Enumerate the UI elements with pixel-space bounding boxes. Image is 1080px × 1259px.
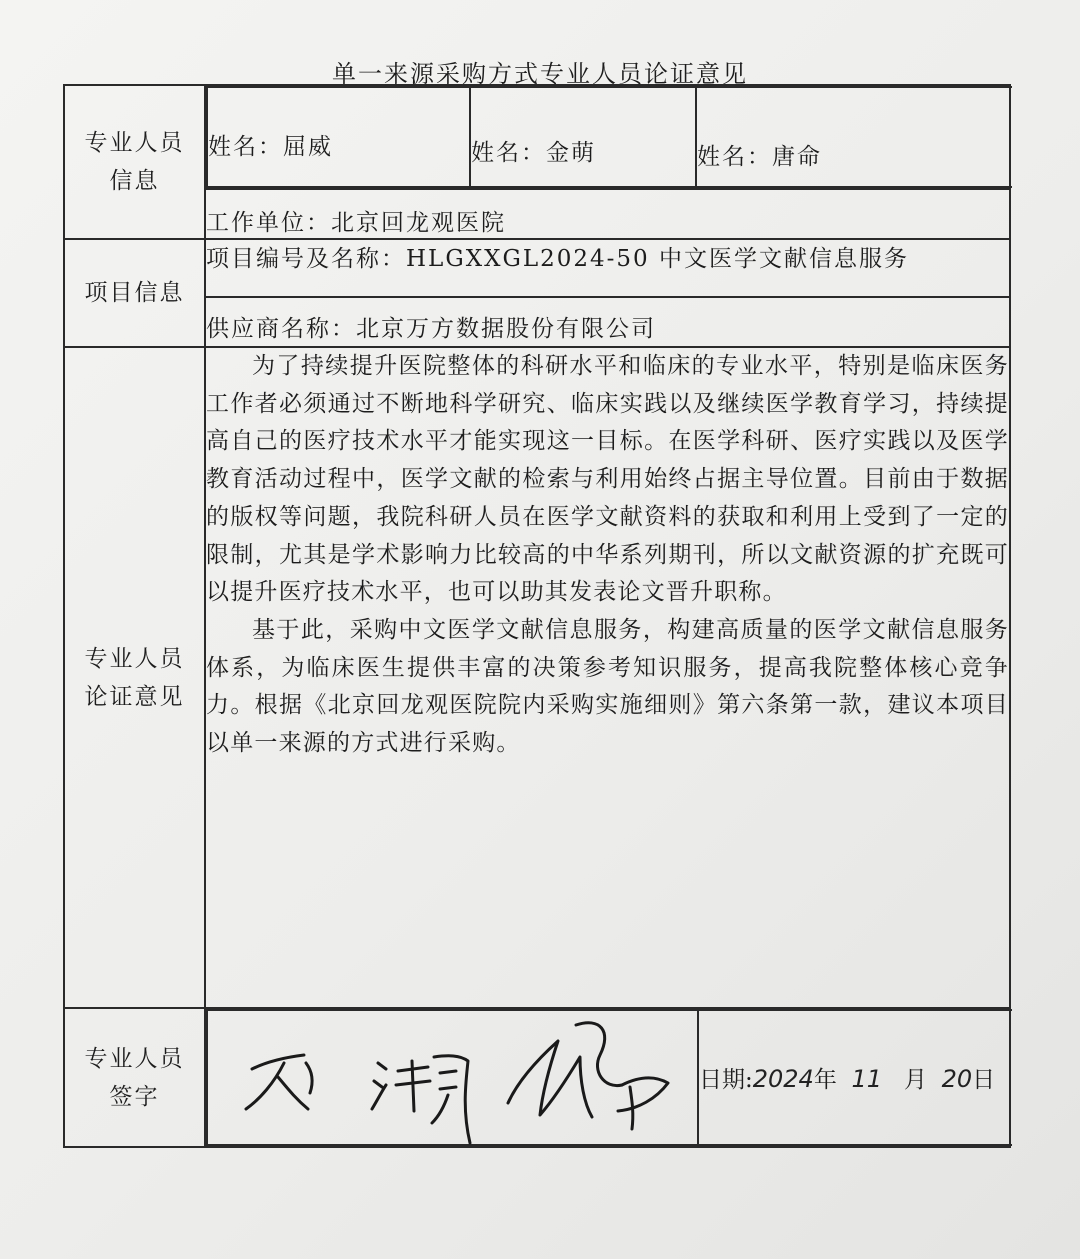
opinion-label: 专业人员 论证意见 xyxy=(64,347,205,1008)
supplier-cell: 供应商名称：北京万方数据股份有限公司 xyxy=(205,297,1010,347)
opinion-row xyxy=(64,347,1010,1008)
date-day: 20 xyxy=(941,1065,973,1093)
opinion-paragraph-2: 基于此，采购中文医学文献信息服务，构建高质量的医学文献信息服务体系，为临床医生提供丰富的决策参考知识服务，提高我院整体核心竞争力。根据《北京回龙观医院院内采购实施细则》第六条第一款，建议本项目以单一来源的方式进行采购。 xyxy=(206,616,1009,757)
signature-label: 专业人员 签字 xyxy=(64,1008,205,1147)
handwritten-signatures xyxy=(207,1010,698,1145)
work-unit-cell: 工作单位：北京回龙观医院 xyxy=(205,189,1010,239)
opinion-text-cell xyxy=(205,347,1010,1008)
supplier-row xyxy=(64,297,1010,347)
signature-grid xyxy=(206,1009,1012,1146)
name-field-1: 姓名：屈威 xyxy=(207,87,470,187)
name-field-2: 姓名：金萌 xyxy=(470,87,696,187)
signature-row xyxy=(64,1008,1010,1147)
date-month: 11 xyxy=(851,1065,882,1093)
name-field-3: 姓名：唐命 xyxy=(696,87,1012,187)
date-field: 日期:2024年 11 月 20日 xyxy=(698,1010,1012,1145)
argument-form-table xyxy=(63,84,1011,1148)
names-grid xyxy=(206,86,1012,188)
document-title: 单一来源采购方式专业人员论证意见 xyxy=(332,60,748,88)
project-code-cell: 项目编号及名称：HLGXXGL2024-50 中文医学文献信息服务 xyxy=(205,239,1010,297)
opinion-paragraph-1: 为了持续提升医院整体的科研水平和临床的专业水平，特别是临床医务工作者必须通过不断地科学研究、临床实践以及继续医学教育学习，持续提高自己的医疗技术水平才能实现这一目标。在医学科研、医疗实践以及医学教育活动过程中，医学文献的检索与利用始终占据主导位置。目前由于数据的版权等问题，我院科研人员在医学文献资料的获取和利用上受到了一定的限制，尤其是学术影响力比较高的中华系列期刊，所以文献资源的扩充既可以提升医疗技术水平，也可以助其发表论文晋升职称。 xyxy=(206,353,1009,606)
date-year: 2024 xyxy=(752,1065,814,1093)
signatures-drawing xyxy=(208,1011,699,1148)
project-info-label: 项目信息 xyxy=(64,239,205,347)
personnel-info-label: 专业人员 信息 xyxy=(64,85,205,239)
project-code-row xyxy=(64,239,1010,297)
personnel-names-cell xyxy=(205,85,1010,189)
work-unit-row xyxy=(64,189,1010,239)
personnel-names-row xyxy=(64,85,1010,189)
signature-cell xyxy=(205,1008,1010,1147)
